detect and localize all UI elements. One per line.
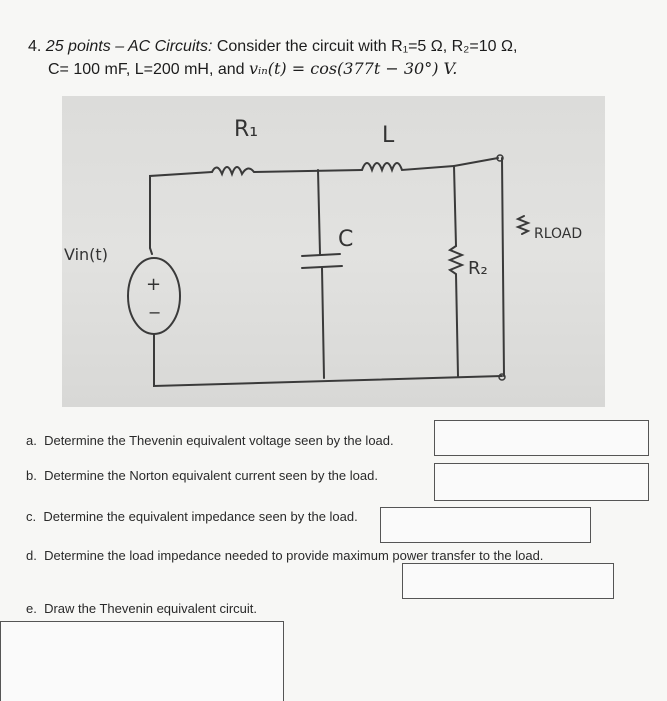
wire-r2-top (454, 166, 456, 246)
answer-box-c[interactable] (380, 507, 591, 543)
circuit-photo (62, 96, 605, 407)
capacitor-plate-top (302, 254, 340, 256)
label-l: L (382, 123, 395, 148)
question-text: Determine the load impedance needed to provide maximum power transfer to the load. (44, 548, 544, 563)
question-d (26, 548, 543, 563)
problem-points: 25 points (45, 38, 111, 55)
wire-source-bottom (154, 334, 502, 386)
label-minus: − (148, 303, 162, 322)
label-rload: RLOAD (534, 226, 583, 242)
problem-number: 4. (28, 38, 42, 55)
problem-intro: Consider the circuit with R₁=5 Ω, R₂=10 Ω, (216, 38, 518, 55)
problem-line2-prefix: C= 100 mF, L=200 mH, and (48, 61, 245, 78)
question-b (26, 468, 378, 483)
problem-topic: – AC Circuits: (115, 38, 213, 55)
vin-equation: vᵢₙ(t) = cos(377t − 30°) V. (249, 59, 458, 78)
voltage-source (128, 258, 180, 334)
question-letter: a. (26, 433, 37, 448)
inductor-l (362, 163, 454, 170)
resistor-r2 (450, 246, 462, 376)
question-letter: e. (26, 601, 37, 616)
label-r2: R₂ (468, 258, 488, 279)
wire-top-right (454, 158, 498, 166)
wire-top-left (150, 172, 212, 248)
label-plus: + (146, 274, 162, 295)
label-vin: Vin(t) (64, 245, 108, 264)
circuit-diagram (62, 96, 605, 407)
problem-statement (28, 36, 517, 81)
question-letter: b. (26, 468, 37, 483)
question-text: Determine the Thevenin equivalent voltage seen by the load. (44, 433, 394, 448)
question-c (26, 509, 358, 524)
label-r1: R₁ (234, 117, 259, 142)
question-e (26, 601, 257, 616)
answer-box-b[interactable] (434, 463, 649, 501)
question-text: Determine the Norton equivalent current seen by the load. (44, 468, 378, 483)
label-c: C (338, 227, 354, 252)
wire-c-top (318, 170, 320, 254)
question-text: Determine the equivalent impedance seen by the load. (43, 509, 358, 524)
answer-box-e[interactable] (0, 621, 284, 701)
question-a (26, 433, 394, 448)
question-letter: d. (26, 548, 37, 563)
resistor-r1 (212, 167, 362, 174)
question-letter: c. (26, 509, 37, 524)
problem-line2 (28, 58, 517, 81)
resistor-rload (518, 216, 528, 234)
answer-box-a[interactable] (434, 420, 649, 456)
question-text: Draw the Thevenin equivalent circuit. (44, 601, 258, 616)
wire-source-top (150, 248, 152, 254)
wire-c-bottom (322, 268, 324, 378)
wire-load (502, 158, 504, 376)
answer-box-d[interactable] (402, 563, 614, 599)
